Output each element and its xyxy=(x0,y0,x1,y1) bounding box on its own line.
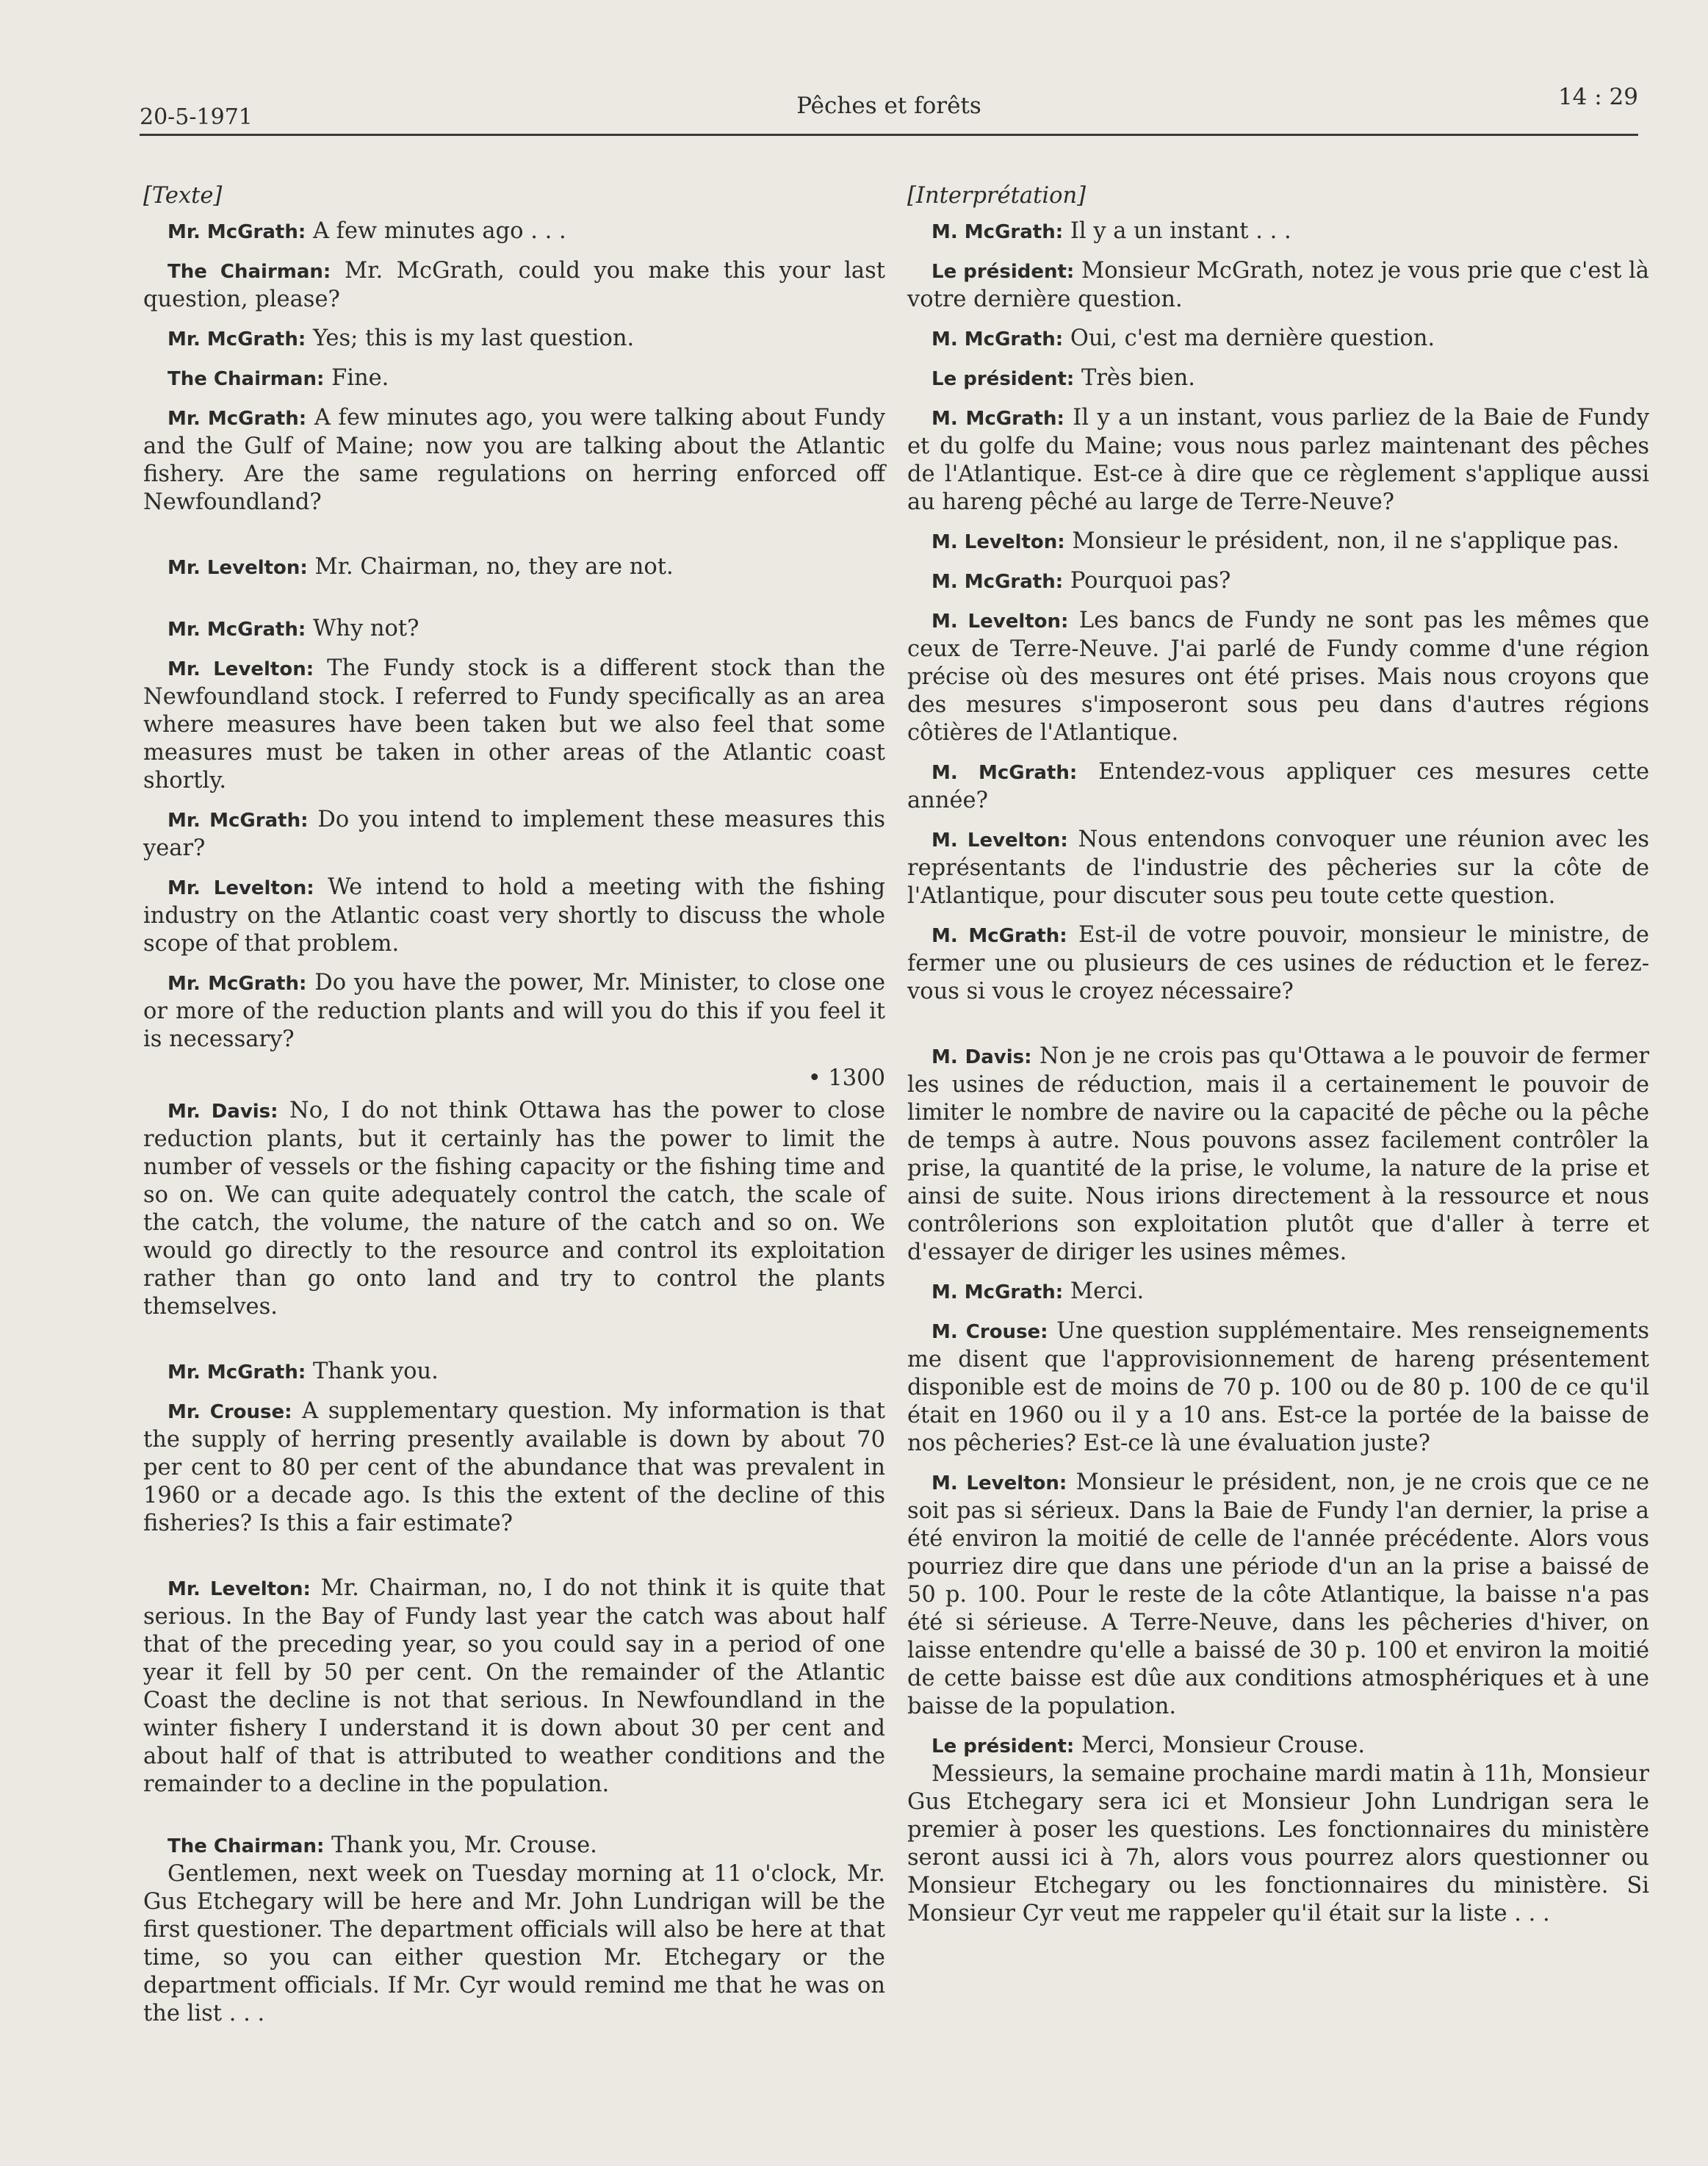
speech-text: A few minutes ago, you were talking about Fundy and the Gulf of Maine; now you are talking about the Atlantic fishery. Are the same regulations on herring enforced off Newfoundland? xyxy=(143,405,885,515)
speech-paragraph xyxy=(907,921,1649,1006)
speaker-label: M. McGrath: xyxy=(932,221,1064,243)
speech-paragraph xyxy=(143,1575,885,1799)
speaker-label: M. McGrath: xyxy=(932,1281,1064,1303)
speech-text: Monsieur le président, non, il ne s'applique pas. xyxy=(1072,528,1620,554)
speech-paragraph xyxy=(907,364,1649,393)
header-title: Pêches et forêts xyxy=(796,93,981,119)
speech-text: Une question supplémentaire. Mes renseignements me disent que l'approvisionnement de hareng présentement disponible est de moins de 70 p. 100 ou de 80 p. 100 de ce qu'il était en 1960 ou il y a 10 ans. Est-ce la portée de la baisse de nos pêcheries? Est-ce là une évaluation juste? xyxy=(907,1318,1649,1456)
speech-paragraph xyxy=(143,553,885,582)
speech-text: No, I do not think Ottawa has the power to close reduction plants, but it certainly has the power to limit the number of vessels or the fishing capacity or the fishing time and so on. We can quite adequately control the catch, the scale of the catch, the volume, the nature of the catch and so on. We would go directly to the resource and control its exploitation rather than go onto land and try to control the plants themselves. xyxy=(143,1098,885,1320)
section-marker: [Interprétation] xyxy=(907,183,1086,209)
speaker-label: Mr. McGrath: xyxy=(167,221,306,243)
speech-paragraph xyxy=(143,874,885,958)
speaker-label: Mr. Davis: xyxy=(167,1101,278,1123)
speech-text: Mr. Chairman, no, they are not. xyxy=(314,554,674,580)
speech-text: Fine. xyxy=(331,365,389,391)
speech-paragraph xyxy=(907,404,1649,517)
speaker-label: Mr. Levelton: xyxy=(167,877,314,899)
section-marker: [Texte] xyxy=(143,183,223,209)
speech-paragraph xyxy=(907,826,1649,910)
speaker-label: Mr. McGrath: xyxy=(167,408,307,430)
french-column xyxy=(907,182,1649,1939)
speaker-label: M. Levelton: xyxy=(932,531,1065,553)
speech-text: Gentlemen, next week on Tuesday morning at 11 o'clock, Mr. Gus Etchegary will be here and Mr. John Lundrigan will be the first questioner. The department officials will also be here at that time, so you can either question Mr. Etchegary or the department officials. If Mr. Cyr would remind me that he was on the list . . . xyxy=(143,1861,885,2026)
speech-paragraph xyxy=(143,1832,885,1860)
speech-paragraph xyxy=(907,607,1649,747)
speech-text: Monsieur McGrath, notez je vous prie que c'est là votre dernière question. xyxy=(907,258,1649,312)
speech-text: Do you intend to implement these measures this year? xyxy=(143,807,886,861)
page-header xyxy=(140,82,1638,136)
speaker-label: Mr. Crouse: xyxy=(167,1401,292,1423)
speaker-label: M. Crouse: xyxy=(932,1321,1048,1343)
speech-text: Mr. McGrath, could you make this your last question, please? xyxy=(143,258,885,312)
speech-paragraph xyxy=(143,404,885,517)
speech-text: Thank you, Mr. Crouse. xyxy=(331,1832,597,1858)
speech-paragraph xyxy=(143,969,885,1054)
speaker-label: Mr. McGrath: xyxy=(167,1361,306,1384)
speech-paragraph xyxy=(143,655,885,795)
speaker-label: The Chairman: xyxy=(167,261,331,283)
speech-paragraph xyxy=(143,1097,885,1321)
speaker-label: M. Levelton: xyxy=(932,1472,1067,1494)
speech-text: Messieurs, la semaine prochaine mardi matin à 11h, Monsieur Gus Etchegary sera ici et Monsieur John Lundrigan sera le premier à poser les questions. Les fonctionnaires du ministère seront aussi ici à 7h, alors vous pourrez alors questionner ou Monsieur Etchegary ou les fonctionnaires du ministère. Si Monsieur Cyr veut me rappeler qu'il était sur la liste . . . xyxy=(907,1761,1649,1926)
speech-paragraph xyxy=(143,615,885,644)
speech-text: Non je ne crois pas qu'Ottawa a le pouvoir de fermer les usines de réduction, mais il a certainement le pouvoir de limiter le nombre de navire ou la capacité de pêche ou la pêche de temps à autre. Nous pouvons assez facilement contrôler la prise, la quantité de la prise, le volume, la nature de la prise et ainsi de suite. Nous irions directement à la ressource et nous contrôlerions son exploitation plutôt que d'aller à terre et d'essayer de diriger les usines mêmes. xyxy=(907,1043,1649,1265)
speaker-label: Mr. McGrath: xyxy=(167,810,309,832)
speech-text: We intend to hold a meeting with the fishing industry on the Atlantic coast very shortly to discuss the whole scope of that problem. xyxy=(143,874,885,957)
speech-paragraph xyxy=(907,217,1649,246)
speech-paragraph xyxy=(907,1317,1649,1458)
speaker-label: M. Davis: xyxy=(932,1046,1032,1068)
speaker-label: Mr. Levelton: xyxy=(167,1578,311,1600)
speech-text: Il y a un instant, vous parliez de la Baie de Fundy et du golfe du Maine; vous nous parlez maintenant des pêches de l'Atlantique. Est-ce à dire que ce règlement s'applique aussi au hareng pêché au large de Terre-Neuve? xyxy=(907,405,1649,515)
speech-paragraph xyxy=(907,567,1649,596)
speaker-label: Le président: xyxy=(932,368,1075,390)
speech-paragraph xyxy=(143,257,885,314)
speech-paragraph xyxy=(907,257,1649,314)
speaker-label: M. McGrath: xyxy=(932,762,1078,784)
speech-text: Est-il de votre pouvoir, monsieur le ministre, de fermer une ou plusieurs de ces usines de réduction et le ferez-vous si vous le croyez nécessaire? xyxy=(907,922,1649,1004)
speaker-label: M. McGrath: xyxy=(932,571,1064,593)
speech-text: Pourquoi pas? xyxy=(1070,568,1231,594)
speaker-label: M. McGrath: xyxy=(932,408,1064,430)
speech-text: Thank you. xyxy=(312,1359,439,1384)
speech-paragraph xyxy=(143,325,885,353)
speaker-label: Mr. McGrath: xyxy=(167,619,306,641)
speech-paragraph xyxy=(143,364,885,393)
speech-paragraph xyxy=(907,528,1649,556)
speech-paragraph xyxy=(143,1358,885,1386)
speech-text: A few minutes ago . . . xyxy=(312,218,566,244)
speaker-label: Mr. Levelton: xyxy=(167,557,308,579)
speech-paragraph xyxy=(143,1860,885,2028)
speech-text: Monsieur le président, non, je ne crois que ce ne soit pas si sérieux. Dans la Baie de Fundy l'an dernier, la prise a été environ la moitié de celle de l'année précédente. Alors vous pourriez dire que dans une période d'un an la prise a baissé de 50 p. 100. Pour le reste de la côte Atlantique, la baisse n'a pas été si sérieuse. A Terre-Neuve, dans les pêcheries d'hiver, on laisse entendre qu'elle a baissé de 30 p. 100 et environ la moitié de cette baisse est dûe aux conditions atmosphériques et à une baisse de la population. xyxy=(907,1469,1649,1719)
speaker-label: M. McGrath: xyxy=(932,328,1064,350)
speech-text: The Fundy stock is a different stock than the Newfoundland stock. I referred to Fundy specifically as an area where measures have been taken but we also feel that some measures must be taken in other areas of the Atlantic coast shortly. xyxy=(143,655,886,794)
speaker-label: The Chairman: xyxy=(167,368,325,390)
speech-text: Très bien. xyxy=(1081,365,1195,391)
header-date: 20-5-1971 xyxy=(140,104,253,130)
speaker-label: M. Levelton: xyxy=(932,611,1069,633)
speaker-label: Mr. McGrath: xyxy=(167,973,307,995)
header-page-number: 14 : 29 xyxy=(1557,84,1638,110)
speech-text: Il y a un instant . . . xyxy=(1070,218,1291,244)
speech-text: Entendez-vous appliquer ces mesures cette année? xyxy=(907,759,1649,813)
speaker-label: Mr. McGrath: xyxy=(167,328,306,350)
speech-paragraph xyxy=(143,1397,885,1538)
speech-paragraph xyxy=(907,1043,1649,1267)
speech-paragraph xyxy=(907,1732,1649,1760)
speech-text: Yes; this is my last question. xyxy=(312,325,635,351)
speech-text: Oui, c'est ma dernière question. xyxy=(1070,325,1435,351)
speaker-label: Le président: xyxy=(932,261,1075,283)
speech-paragraph xyxy=(907,1278,1649,1306)
speech-text: Merci. xyxy=(1070,1278,1145,1304)
speaker-label: The Chairman: xyxy=(167,1835,325,1857)
speech-text: Why not? xyxy=(312,616,419,641)
speaker-label: M. McGrath: xyxy=(932,925,1067,947)
speech-paragraph xyxy=(907,1469,1649,1721)
speech-paragraph xyxy=(907,1760,1649,1928)
speaker-label: Le président: xyxy=(932,1735,1075,1757)
timestamp-marker: • 1300 xyxy=(807,1065,885,1091)
speaker-label: Mr. Levelton: xyxy=(167,658,314,680)
speech-text: Les bancs de Fundy ne sont pas les mêmes que ceux de Terre-Neuve. J'ai parlé de Fundy comme d'une région précise où des mesures ont été prises. Mais nous croyons que des mesures s'imposeront sous peu dans d'autres régions côtières de l'Atlantique. xyxy=(907,608,1649,746)
speech-paragraph xyxy=(143,217,885,246)
speech-paragraph xyxy=(143,806,885,863)
speech-text: Merci, Monsieur Crouse. xyxy=(1081,1733,1366,1758)
speech-text: Do you have the power, Mr. Minister, to close one or more of the reduction plants and will you do this if you feel it is necessary? xyxy=(143,970,885,1052)
speech-text: A supplementary question. My information is that the supply of herring presently available is down by about 70 per cent to 80 per cent of the abundance that was prevalent in 1960 or a decade ago. Is this the extent of the decline of this fisheries? Is this a fair estimate? xyxy=(143,1398,885,1536)
speech-paragraph xyxy=(907,758,1649,815)
speech-paragraph xyxy=(907,325,1649,353)
speaker-label: M. Levelton: xyxy=(932,830,1068,852)
speech-text: Mr. Chairman, no, I do not think it is quite that serious. In the Bay of Fundy last year the catch was about half that of the preceding year, so you could say in a period of one year it fell by 50 per cent. On the remainder of the Atlantic Coast the decline is not that serious. In Newfoundland in the winter fishery I understand it is down about 30 per cent and about half of that is attributed to weather conditions and the remainder to a decline in the population. xyxy=(143,1575,885,1797)
speech-text: Nous entendons convoquer une réunion avec les représentants de l'industrie des pêcheries sur la côte de l'Atlantique, pour discuter sous peu toute cette question. xyxy=(907,827,1649,909)
english-column xyxy=(143,182,885,2039)
